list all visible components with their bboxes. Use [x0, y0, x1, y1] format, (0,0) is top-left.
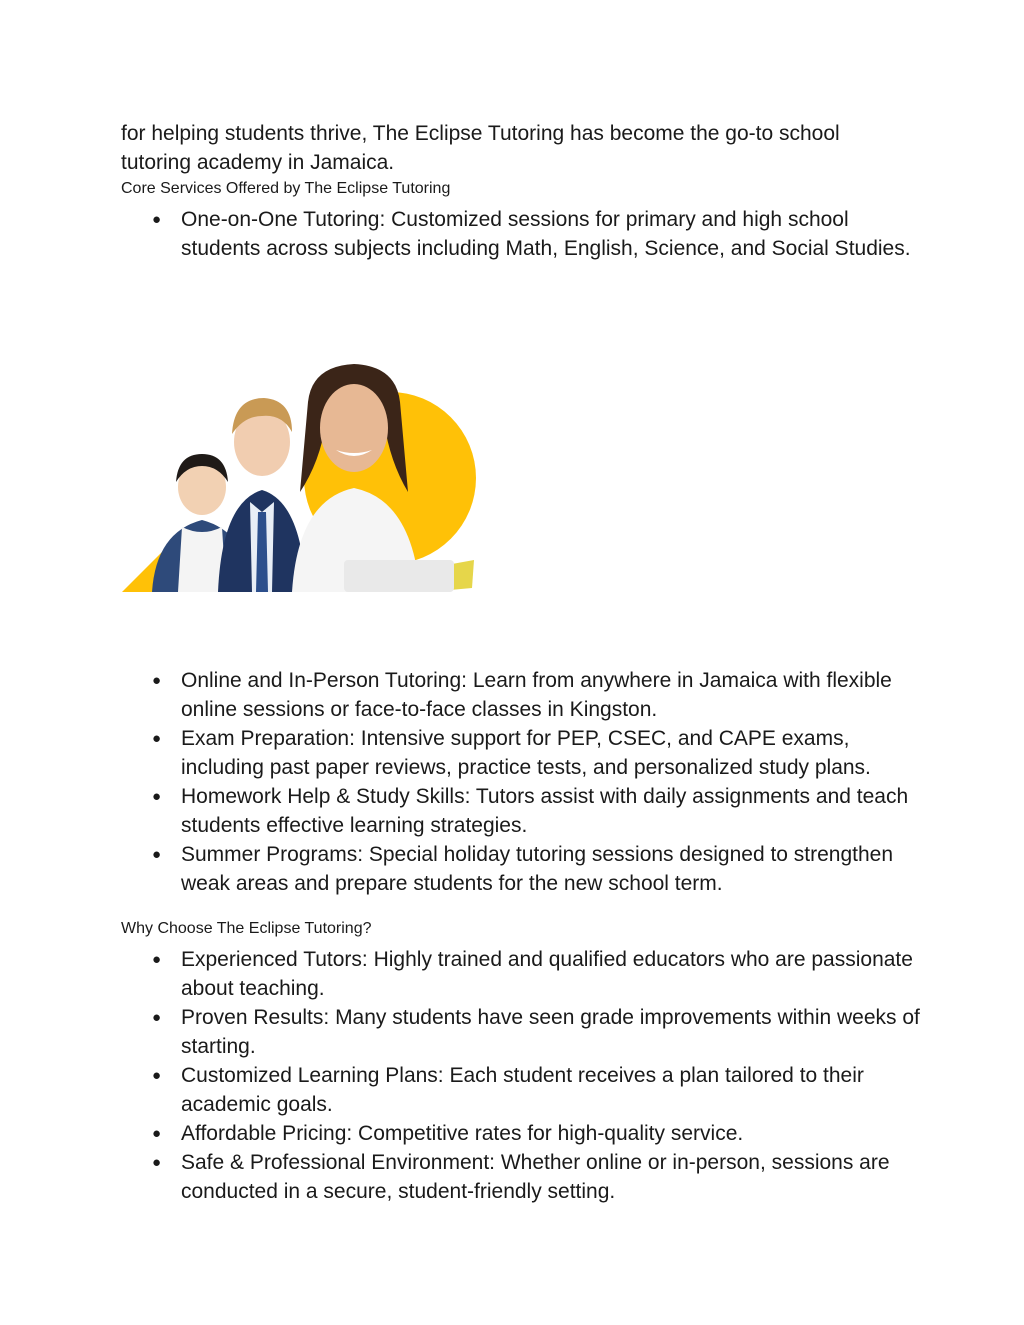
services-heading: Core Services Offered by The Eclipse Tutoring — [121, 180, 451, 197]
intro-line-1: for helping students thrive, The Eclipse Tutoring has become the go-to school — [121, 122, 840, 145]
list-item-text: Summer Programs: Special holiday tutoring sessions designed to strengthen weak areas and prepare students for the new school term. — [181, 843, 894, 895]
list-item — [0, 782, 1024, 840]
list-item — [0, 666, 1024, 724]
list-item — [0, 945, 1024, 1003]
list-item — [0, 1148, 1024, 1206]
bullet-icon: ● — [152, 1154, 162, 1171]
why-list — [0, 945, 1024, 1206]
list-item — [0, 205, 1024, 263]
list-item — [0, 840, 1024, 898]
students-photo-icon — [122, 362, 478, 592]
bullet-icon: ● — [152, 788, 162, 805]
bullet-icon: ● — [152, 730, 162, 747]
bullet-icon: ● — [152, 1009, 162, 1026]
list-item — [0, 724, 1024, 782]
list-item-text: Online and In-Person Tutoring: Learn from anywhere in Jamaica with flexible online sessions or face-to-face classes in Kingston. — [181, 669, 892, 721]
list-item — [0, 1003, 1024, 1061]
list-item-text: Affordable Pricing: Competitive rates for high-quality service. — [181, 1122, 744, 1145]
intro-line-2: tutoring academy in Jamaica. — [121, 151, 395, 174]
bullet-icon: ● — [152, 211, 162, 228]
list-item-text: Exam Preparation: Intensive support for PEP, CSEC, and CAPE exams, including past paper reviews, practice tests, and personalized study plans. — [181, 727, 871, 779]
bullet-icon: ● — [152, 846, 162, 863]
list-item — [0, 1119, 1024, 1148]
bullet-icon: ● — [152, 951, 162, 968]
intro-paragraph — [121, 119, 901, 177]
list-item-text: Homework Help & Study Skills: Tutors assist with daily assignments and teach students effective learning strategies. — [181, 785, 909, 837]
services-list-top — [0, 205, 1024, 263]
list-item-text: Safe & Professional Environment: Whether online or in-person, sessions are conducted in a secure, student-friendly setting. — [181, 1151, 890, 1203]
bullet-icon: ● — [152, 1125, 162, 1142]
list-item-text: One-on-One Tutoring: Customized sessions for primary and high school students across subjects including Math, English, Science, and Social Studies. — [181, 208, 911, 260]
bullet-icon: ● — [152, 672, 162, 689]
why-heading: Why Choose The Eclipse Tutoring? — [121, 920, 372, 937]
list-item-text: Experienced Tutors: Highly trained and qualified educators who are passionate about teaching. — [181, 948, 913, 1000]
bullet-icon: ● — [152, 1067, 162, 1084]
boy-figure — [218, 398, 306, 592]
list-item — [0, 1061, 1024, 1119]
services-list-bottom — [0, 666, 1024, 898]
list-item-text: Customized Learning Plans: Each student receives a plan tailored to their academic goals. — [181, 1064, 864, 1116]
list-item-text: Proven Results: Many students have seen grade improvements within weeks of starting. — [181, 1006, 920, 1058]
